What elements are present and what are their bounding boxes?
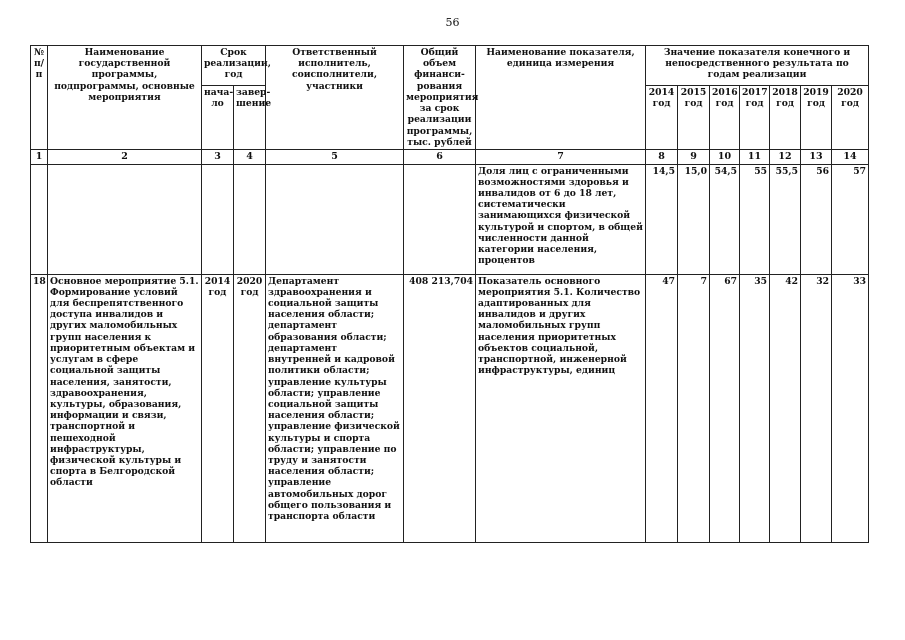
- header-period: Срок реализации, год: [202, 46, 266, 86]
- row-start: [202, 164, 234, 274]
- header-year-2015: 2015 год: [678, 85, 710, 149]
- table-row: [31, 274, 869, 542]
- row-end: [234, 164, 266, 274]
- header-year-2017: 2017 год: [740, 85, 770, 149]
- column-number: 11: [740, 149, 770, 164]
- row-value-2020: 33: [832, 274, 869, 542]
- header-year-2018: 2018 год: [770, 85, 801, 149]
- row-value-2018: 55,5: [770, 164, 801, 274]
- row-value-2020: 57: [832, 164, 869, 274]
- column-number: 4: [234, 149, 266, 164]
- row-executor: Департамент здравоохранения и социальной защиты населения области; департамент образования области; департамент внутренней и кадровой политики области; управление культуры области; управление социальной защиты населения области; управление физической культуры и спорта области; управление по труду и занятости населения области; управление автомобильных дорог общего пользования и транспорта области: [266, 274, 404, 542]
- row-name: [48, 164, 202, 274]
- row-num: [31, 164, 48, 274]
- row-value-2019: 32: [801, 274, 832, 542]
- header-period-start: нача- ло: [202, 85, 234, 149]
- row-end: 2020 год: [234, 274, 266, 542]
- header-year-2019: 2019 год: [801, 85, 832, 149]
- header-name: Наименование государственной программы, подпрограммы, основные мероприятия: [48, 46, 202, 150]
- column-number: 6: [404, 149, 476, 164]
- column-number: 12: [770, 149, 801, 164]
- column-number: 3: [202, 149, 234, 164]
- column-number: 9: [678, 149, 710, 164]
- row-num: 18: [31, 274, 48, 542]
- header-year-2016: 2016 год: [710, 85, 740, 149]
- row-start: 2014 год: [202, 274, 234, 542]
- column-number: 2: [48, 149, 202, 164]
- page-number: 56: [445, 16, 460, 29]
- column-number: 13: [801, 149, 832, 164]
- header-values: Значение показателя конечного и непосредственного результата по годам реализации: [646, 46, 869, 86]
- header-volume: Общий объем финанси-рования мероприятия за срок реализации программы, тыс. рублей: [404, 46, 476, 150]
- row-value-2015: 15,0: [678, 164, 710, 274]
- row-value-2016: 54,5: [710, 164, 740, 274]
- row-value-2014: 47: [646, 274, 678, 542]
- row-indicator: Доля лиц с ограниченными возможностями здоровья и инвалидов от 6 до 18 лет, систематически занимающихся физической культурой и спортом, в общей численности данной категории населения, процентов: [476, 164, 646, 274]
- header-num: № п/п: [31, 46, 48, 150]
- row-value-2018: 42: [770, 274, 801, 542]
- header-year-2020: 2020 год: [832, 85, 869, 149]
- header-executor: Ответственный исполнитель, соисполнители, участники: [266, 46, 404, 150]
- header-row-1: [31, 46, 869, 86]
- row-executor: [266, 164, 404, 274]
- column-number: 10: [710, 149, 740, 164]
- row-value-2019: 56: [801, 164, 832, 274]
- row-name: Основное мероприятие 5.1. Формирование условий для беспрепятственного доступа инвалидов и других маломобильных групп населения к приоритетным объектам и услугам в сфере социальной защиты населения, занятости, здравоохранения, культуры, образования, информации и связи, транспортной и пешеходной инфраструктуры, физической культуры и спорта в Белгородской области: [48, 274, 202, 542]
- row-indicator: Показатель основного мероприятия 5.1. Количество адаптированных для инвалидов и других маломобильных групп населения приоритетных объектов социальной, транспортной, инженерной инфраструктуры, единиц: [476, 274, 646, 542]
- row-value-2017: 55: [740, 164, 770, 274]
- row-volume: [404, 164, 476, 274]
- row-value-2016: 67: [710, 274, 740, 542]
- column-number-row: [31, 149, 869, 164]
- header-period-end: завер- шение: [234, 85, 266, 149]
- row-value-2015: 7: [678, 274, 710, 542]
- header-indicator: Наименование показателя, единица измерения: [476, 46, 646, 150]
- row-value-2017: 35: [740, 274, 770, 542]
- column-number: 7: [476, 149, 646, 164]
- header-year-2014: 2014 год: [646, 85, 678, 149]
- table-row: [31, 164, 869, 274]
- column-number: 5: [266, 149, 404, 164]
- column-number: 1: [31, 149, 48, 164]
- column-number: 14: [832, 149, 869, 164]
- column-number: 8: [646, 149, 678, 164]
- program-table: [30, 45, 869, 543]
- row-volume: 408 213,704: [404, 274, 476, 542]
- row-value-2014: 14,5: [646, 164, 678, 274]
